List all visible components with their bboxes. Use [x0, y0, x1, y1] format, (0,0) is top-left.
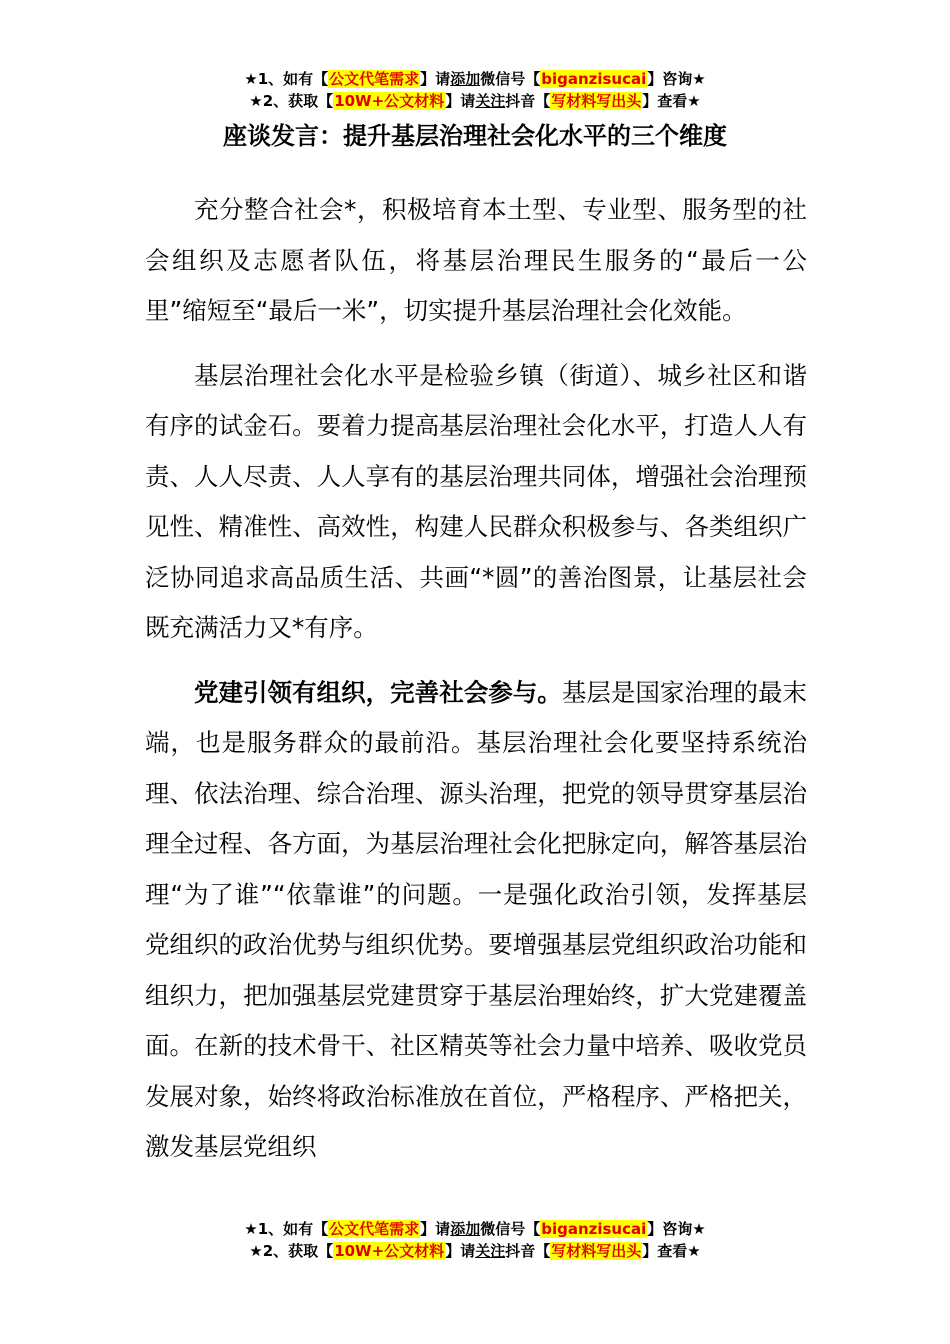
paragraph-3 [145, 668, 807, 1173]
document-body [145, 185, 807, 1187]
highlight-ghostwriting-bottom: 公文代笔需求 [329, 1220, 420, 1238]
wechat-id-bottom: biganzisucai [541, 1220, 647, 1238]
promo-banner-top [0, 68, 950, 112]
highlight-materials-bottom: 10W+公文材料 [334, 1242, 445, 1260]
paragraph-2: 基层治理社会化水平是检验乡镇（街道）、城乡社区和谐有序的试金石。要着力提高基层治理社会化水平，打造人人有责、人人尽责、人人享有的基层治理共同体，增强社会治理预见性、精准性、高效性，构建人民群众积极参与、各类组织广泛协同追求高品质生活、共画“*圆”的善治图景，让基层社会既充满活力又*有序。 [145, 360, 807, 642]
paragraph-1: 充分整合社会*，积极培育本土型、专业型、服务型的社会组织及志愿者队伍，将基层治理民生服务的“最后一公里”缩短至“最后一米”，切实提升基层治理社会化效能。 [145, 195, 807, 325]
promo-banner-bottom [0, 1218, 950, 1262]
promo-line-1-bottom: ★1、如有【公文代笔需求】请添加微信号【biganzisucai】咨询★ [244, 1220, 706, 1238]
douyin-account-bottom: 写材料写出头 [551, 1242, 642, 1260]
highlight-materials: 10W+公文材料 [334, 92, 445, 110]
document-title: 座谈发言：提升基层治理社会化水平的三个维度 [223, 122, 727, 150]
promo-line-1: ★1、如有【公文代笔需求】请添加微信号【biganzisucai】咨询★ [244, 70, 706, 88]
promo-line-2: ★2、获取【10W+公文材料】请关注抖音【写材料写出头】查看★ [249, 92, 701, 110]
douyin-account: 写材料写出头 [551, 92, 642, 110]
promo-line-2-bottom: ★2、获取【10W+公文材料】请关注抖音【写材料写出头】查看★ [249, 1242, 701, 1260]
paragraph-3-body: 基层是国家治理的最末端，也是服务群众的最前沿。基层治理社会化要坚持系统治理、依法治理、综合治理、源头治理，把党的领导贯穿基层治理全过程、各方面，为基层治理社会化把脉定向，解答基层治理“为了谁”“依靠谁”的问题。一是强化政治引领，发挥基层党组织的政治优势与组织优势。要增强基层党组织政治功能和组织力，把加强基层党建贯穿于基层治理始终，扩大党建覆盖面。在新的技术骨干、社区精英等社会力量中培养、吸收党员发展对象，始终将政治标准放在首位，严格程序、严格把关，激发基层党组织 [145, 677, 807, 1161]
section-heading: 党建引领有组织，完善社会参与。 [194, 677, 562, 707]
wechat-id: biganzisucai [541, 70, 647, 88]
highlight-ghostwriting: 公文代笔需求 [329, 70, 420, 88]
